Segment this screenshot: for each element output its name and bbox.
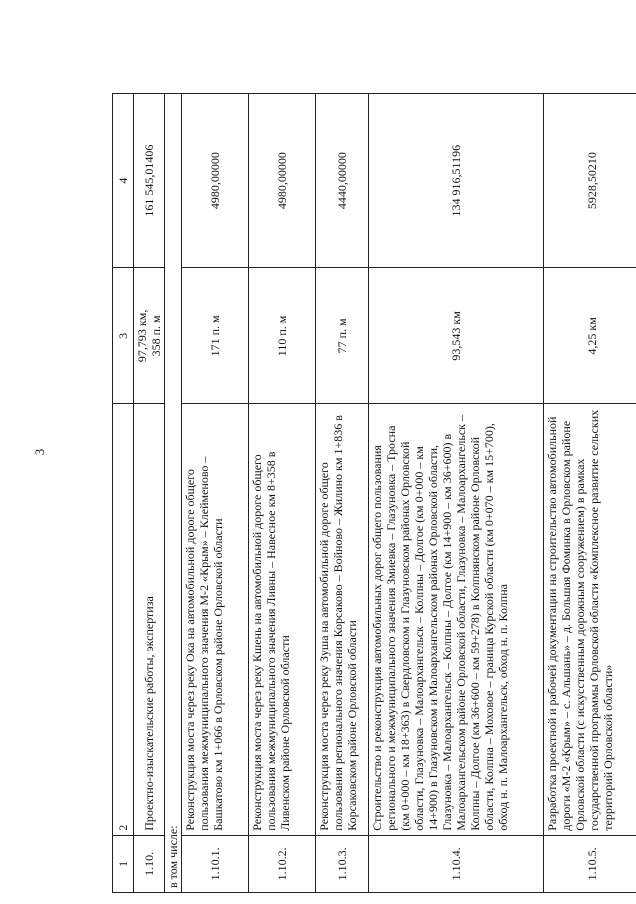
row-amount: 134 916,51196 [369, 94, 544, 268]
row-name: Проектно-изыскательские работы, экспертиза [134, 404, 165, 835]
table-row [182, 94, 249, 893]
row-amount: 4980,00000 [249, 94, 316, 268]
row-amount: 4980,00000 [182, 94, 249, 268]
table-row [544, 94, 636, 893]
rotated-table-container [112, 93, 615, 893]
table-row [249, 94, 316, 893]
page-number: 3 [32, 448, 47, 456]
table-row [369, 94, 544, 893]
row-amount: 5928,50210 [544, 94, 636, 268]
row-number: 1.10.4. [369, 835, 544, 892]
roads-table [112, 93, 636, 893]
row-name: Реконструкция моста через реку Зуша на автомобильной дороге общего пользования регионального значения Корсаково – Войново – Жилино км 1+836 в Корсаковском районе Орловской области [316, 404, 369, 835]
row-name: Разработка проектной и рабочей документации на строительство автомобильной дороги «М-2 «Крым» – с. Альшань» – д. Большая Фоминка в Орловском районе Орловской области (с искусственным дорожным сооружением) в рамках государственной программы Орловской области «Комплексное развитие сельских территорий Орловской области» [544, 404, 636, 835]
row-length-line1: 97,793 км, [135, 309, 149, 363]
row-length: 93,543 км [369, 268, 544, 404]
row-number: 1.10.3. [316, 835, 369, 892]
row-amount: 161 545,01406 [134, 94, 165, 268]
row-name: Реконструкция моста через реку Ока на автомобильной дороге общего пользования межмуниципального значения М-2 «Крым» – Клейменово – Башкатово км 1+066 в Орловском районе Орловской области [182, 404, 249, 835]
row-number: 1.10. [134, 835, 165, 892]
column-header-1: 1 [113, 835, 134, 892]
row-name: Реконструкция моста через реку Кшень на автомобильной дороге общего пользования межмуниципального значения Ливны – Навесное км 8+358 в Ливенском районе Орловской области [249, 404, 316, 835]
column-header-row [113, 94, 134, 893]
row-number: 1.10.2. [249, 835, 316, 892]
column-header-4: 4 [113, 94, 134, 268]
row-length [134, 268, 165, 404]
row-length: 110 п. м [249, 268, 316, 404]
row-number: 1.10.5. [544, 835, 636, 892]
row-number: 1.10.1. [182, 835, 249, 892]
table-row-main [134, 94, 165, 893]
table-row [316, 94, 369, 893]
column-header-3: 3 [113, 268, 134, 404]
subheader-text: в том числе: [165, 94, 182, 893]
row-length: 171 п. м [182, 268, 249, 404]
row-length: 4,25 км [544, 268, 636, 404]
table-subheader-row [165, 94, 182, 893]
row-length: 77 п. м [316, 268, 369, 404]
row-length-line2: 358 п. м [149, 315, 163, 357]
row-name: Строительство и реконструкция автомобильных дорог общего пользования регионального и межмуниципального значения Змиевка – Глазуновка – Тросна (км 0+000 – км 18+363) в Свердловском и Глазуновском районах Орловской области, Глазуновка – Малоархангельск – Колпны – Долгое (км 0+000 – км 14+900) в Глазуновском и Малоархангельском районах Орловской области, Глазуновка – Малоархангельск – Колпны – Долгое (км 14+900 – км 36+600) в Малоархангельском районе Орловской области, Глазуновка – Малоархангельск – Колпны – Долгое (км 36+600 – км 59+278) в Колпнянском районе Орловской области, Колпна – Моховое – граница Курской области (км 0+070 – км 15+700), обход н. п. Малоархангельск, обход н. п. Колпна [369, 404, 544, 835]
column-header-2: 2 [113, 404, 134, 835]
row-amount: 4440,00000 [316, 94, 369, 268]
